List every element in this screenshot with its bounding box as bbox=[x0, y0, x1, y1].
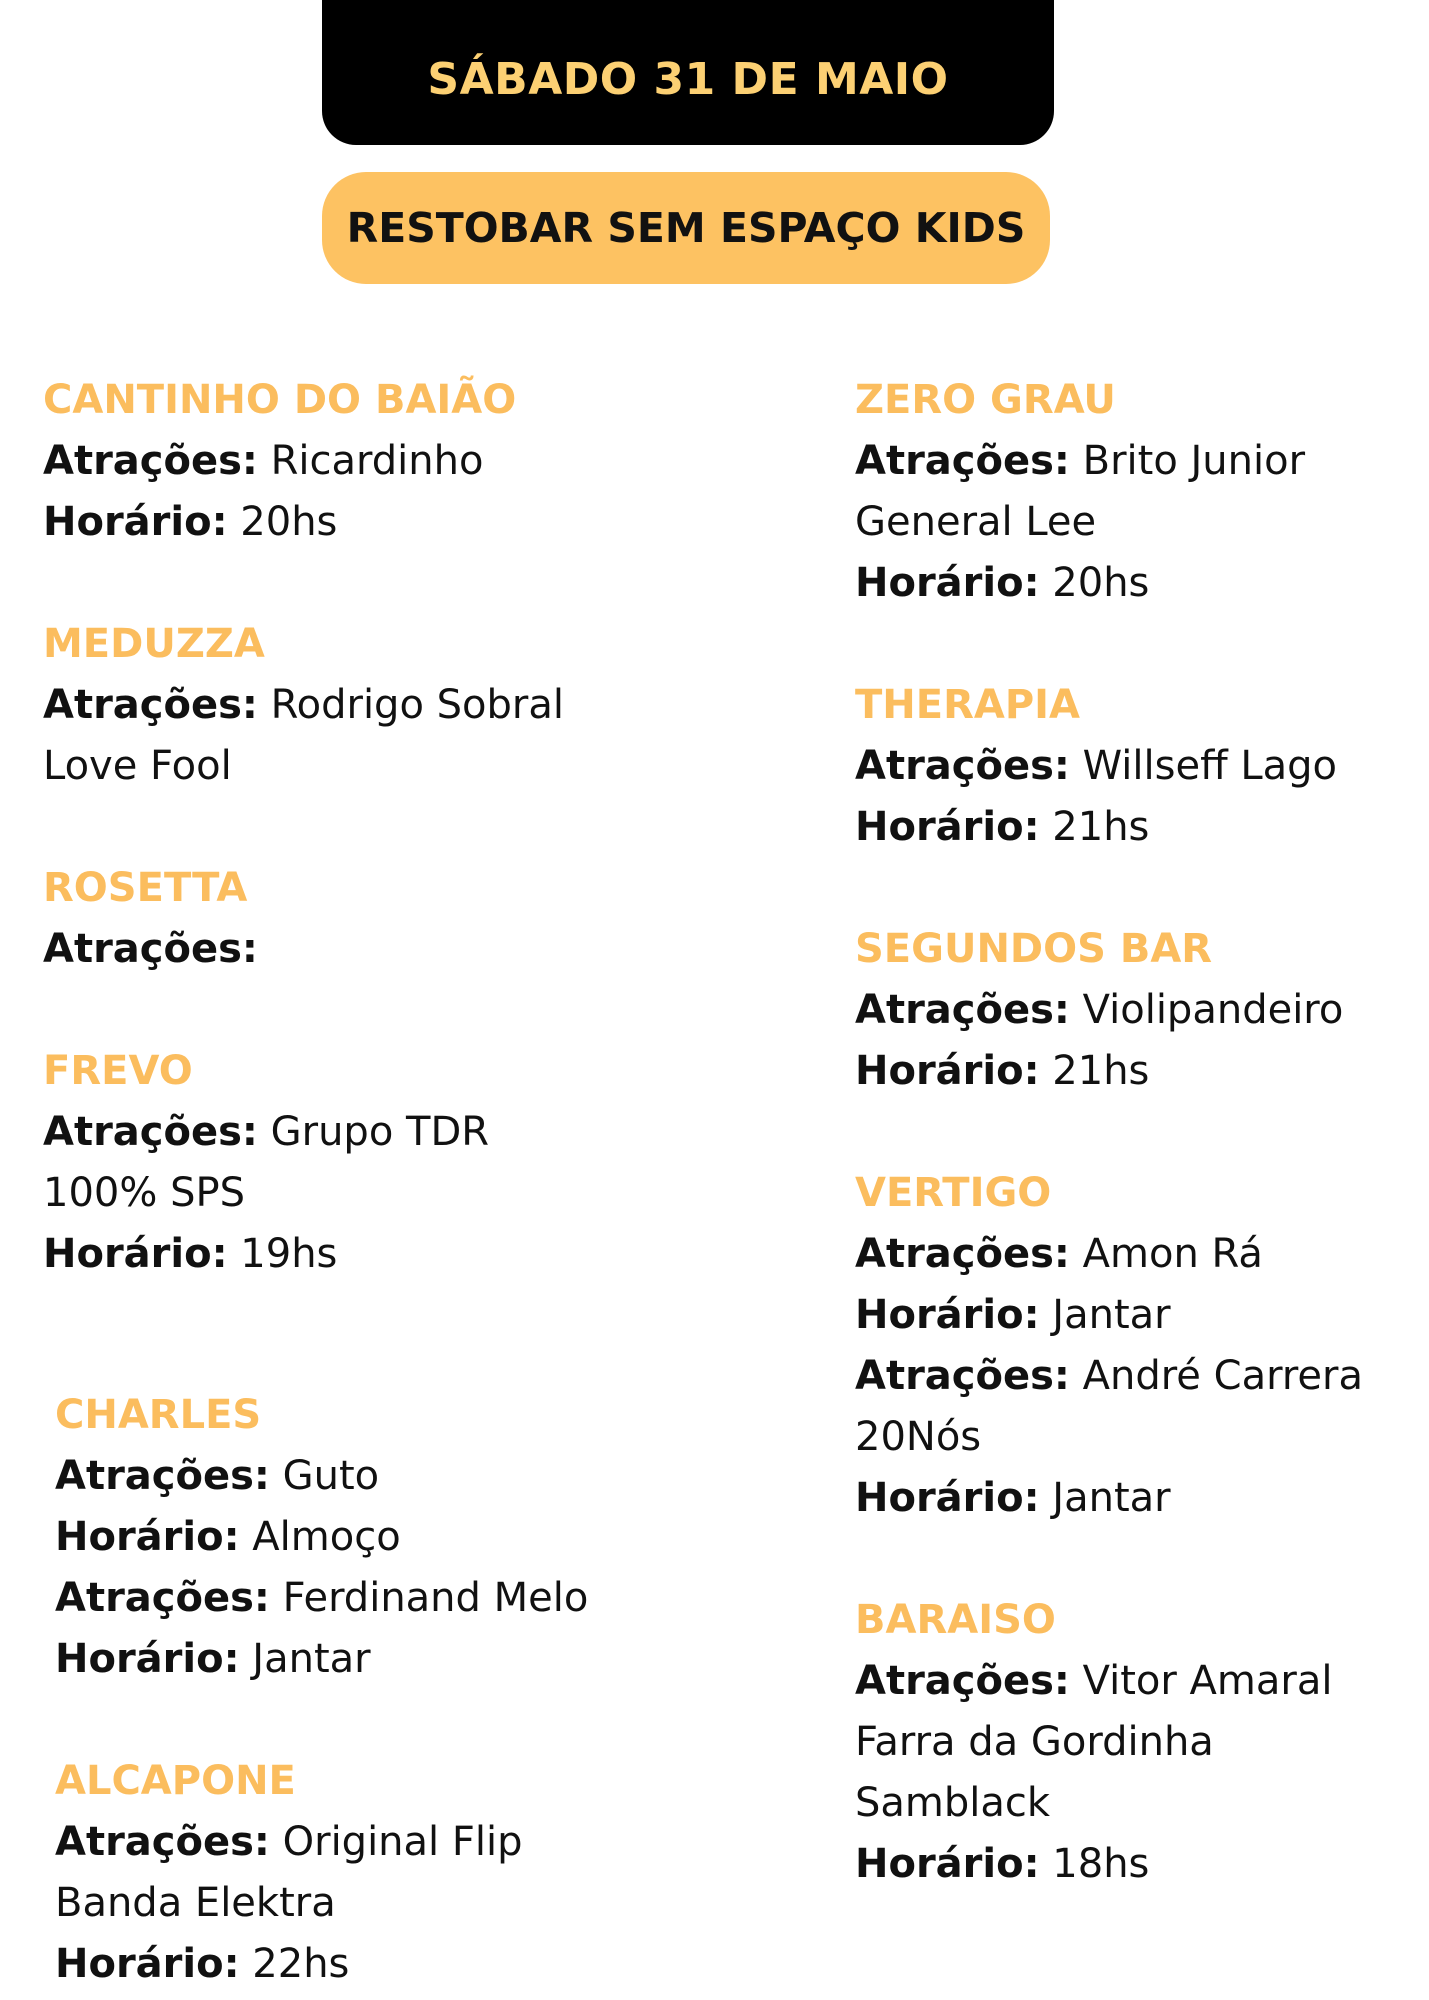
detail-value: Grupo TDR bbox=[257, 1109, 490, 1155]
detail-value: Samblack bbox=[855, 1780, 1051, 1826]
venue-detail-line bbox=[855, 1041, 1425, 1102]
detail-label: Atrações: bbox=[855, 1353, 1070, 1399]
venue-detail-line bbox=[855, 736, 1425, 797]
venue-detail-line bbox=[855, 1224, 1425, 1285]
detail-label: Atrações: bbox=[55, 1453, 270, 1499]
venue-detail-line bbox=[43, 1102, 763, 1163]
detail-value: Violipandeiro bbox=[1069, 987, 1344, 1033]
venue-name: THERAPIA bbox=[855, 682, 1080, 728]
detail-value: Original Flip bbox=[269, 1819, 523, 1865]
detail-label: Atrações: bbox=[43, 926, 258, 972]
venue-detail-line bbox=[55, 1812, 763, 1873]
left-column bbox=[43, 370, 763, 1995]
detail-value: Brito Junior bbox=[1069, 438, 1306, 484]
venue-vertigo bbox=[855, 1163, 1425, 1529]
venue-detail-line bbox=[55, 1873, 763, 1934]
detail-value: Willseff Lago bbox=[1069, 743, 1338, 789]
detail-label: Atrações: bbox=[855, 743, 1070, 789]
detail-label: Atrações: bbox=[43, 682, 258, 728]
detail-value: 19hs bbox=[227, 1231, 338, 1277]
venue-segundos-bar bbox=[855, 919, 1425, 1102]
detail-value: Ferdinand Melo bbox=[269, 1575, 589, 1621]
venue-detail-line bbox=[55, 1446, 763, 1507]
event-subtitle: RESTOBAR SEM ESPAÇO KIDS bbox=[346, 204, 1026, 252]
venue-detail-line bbox=[855, 980, 1425, 1041]
detail-label: Horário: bbox=[855, 1048, 1040, 1094]
venue-detail-line bbox=[855, 1834, 1425, 1895]
detail-value: 18hs bbox=[1039, 1841, 1150, 1887]
venue-name: VERTIGO bbox=[855, 1170, 1052, 1216]
detail-label: Horário: bbox=[855, 1841, 1040, 1887]
detail-label: Horário: bbox=[855, 560, 1040, 606]
detail-value: Farra da Gordinha bbox=[855, 1719, 1214, 1765]
venue-detail-line bbox=[855, 553, 1425, 614]
venue-name: ROSETTA bbox=[43, 865, 248, 911]
detail-value: 22hs bbox=[239, 1941, 350, 1987]
detail-label: Atrações: bbox=[55, 1575, 270, 1621]
venue-detail-line bbox=[855, 431, 1425, 492]
detail-value: 21hs bbox=[1039, 1048, 1150, 1094]
event-date: SÁBADO 31 DE MAIO bbox=[427, 54, 949, 105]
detail-value: Ricardinho bbox=[257, 438, 484, 484]
detail-value: 100% SPS bbox=[43, 1170, 245, 1216]
venue-zero-grau bbox=[855, 370, 1425, 614]
detail-label: Horário: bbox=[43, 1231, 228, 1277]
venue-detail-line bbox=[43, 1163, 763, 1224]
venue-detail-line bbox=[55, 1507, 763, 1568]
detail-label: Atrações: bbox=[55, 1819, 270, 1865]
venue-detail-line bbox=[855, 1651, 1425, 1712]
venue-detail-line bbox=[55, 1568, 763, 1629]
venue-name: ALCAPONE bbox=[55, 1758, 296, 1804]
venue-detail-line bbox=[55, 1934, 763, 1995]
detail-label: Horário: bbox=[55, 1514, 240, 1560]
detail-value: Rodrigo Sobral bbox=[257, 682, 564, 728]
subtitle-pill bbox=[322, 172, 1050, 284]
right-column bbox=[855, 370, 1425, 1895]
venue-name: CANTINHO DO BAIÃO bbox=[43, 377, 517, 423]
detail-label: Atrações: bbox=[855, 1658, 1070, 1704]
detail-label: Horário: bbox=[855, 1292, 1040, 1338]
detail-label: Horário: bbox=[855, 1475, 1040, 1521]
detail-value: General Lee bbox=[855, 499, 1097, 545]
venue-name: ZERO GRAU bbox=[855, 377, 1116, 423]
detail-value: André Carrera bbox=[1069, 1353, 1363, 1399]
venue-detail-line bbox=[43, 1224, 763, 1285]
detail-value: 20hs bbox=[1039, 560, 1150, 606]
detail-value: Almoço bbox=[239, 1514, 401, 1560]
detail-value: Guto bbox=[269, 1453, 380, 1499]
venue-detail-line bbox=[855, 1285, 1425, 1346]
date-banner bbox=[322, 0, 1054, 145]
venue-name: FREVO bbox=[43, 1048, 193, 1094]
venue-detail-line bbox=[855, 1468, 1425, 1529]
detail-label: Atrações: bbox=[855, 1231, 1070, 1277]
detail-value: Vitor Amaral bbox=[1069, 1658, 1333, 1704]
venue-name: SEGUNDOS BAR bbox=[855, 926, 1213, 972]
detail-label: Horário: bbox=[55, 1636, 240, 1682]
venue-detail-line bbox=[855, 797, 1425, 858]
detail-value: 20Nós bbox=[855, 1414, 982, 1460]
venue-detail-line bbox=[55, 1629, 763, 1690]
detail-label: Horário: bbox=[43, 499, 228, 545]
detail-value: Jantar bbox=[1039, 1475, 1171, 1521]
detail-label: Atrações: bbox=[855, 438, 1070, 484]
venue-detail-line bbox=[855, 1407, 1425, 1468]
venue-detail-line bbox=[43, 492, 763, 553]
detail-value: Jantar bbox=[239, 1636, 371, 1682]
venue-charles bbox=[55, 1385, 763, 1690]
detail-value: 21hs bbox=[1039, 804, 1150, 850]
detail-value: Banda Elektra bbox=[55, 1880, 336, 1926]
venue-name: BARAISO bbox=[855, 1597, 1056, 1643]
venue-cantinho-do-baiao bbox=[43, 370, 763, 553]
venue-name: CHARLES bbox=[55, 1392, 262, 1438]
venue-detail-line bbox=[855, 1346, 1425, 1407]
venue-rosetta bbox=[43, 858, 763, 980]
venue-baraiso bbox=[855, 1590, 1425, 1895]
venue-meduzza bbox=[43, 614, 763, 797]
detail-label: Atrações: bbox=[855, 987, 1070, 1033]
venue-detail-line bbox=[43, 736, 763, 797]
detail-label: Horário: bbox=[855, 804, 1040, 850]
venue-detail-line bbox=[43, 675, 763, 736]
detail-value: 20hs bbox=[227, 499, 338, 545]
venue-detail-line bbox=[855, 492, 1425, 553]
venue-detail-line bbox=[855, 1773, 1425, 1834]
detail-value: Jantar bbox=[1039, 1292, 1171, 1338]
detail-value: Love Fool bbox=[43, 743, 232, 789]
venue-detail-line bbox=[43, 431, 763, 492]
detail-label: Horário: bbox=[55, 1941, 240, 1987]
detail-label: Atrações: bbox=[43, 1109, 258, 1155]
venue-detail-line bbox=[855, 1712, 1425, 1773]
detail-value: Amon Rá bbox=[1069, 1231, 1263, 1277]
detail-label: Atrações: bbox=[43, 438, 258, 484]
venue-alcapone bbox=[55, 1751, 763, 1995]
venue-name: MEDUZZA bbox=[43, 621, 265, 667]
venue-therapia bbox=[855, 675, 1425, 858]
venue-frevo bbox=[43, 1041, 763, 1285]
venue-detail-line bbox=[43, 919, 763, 980]
